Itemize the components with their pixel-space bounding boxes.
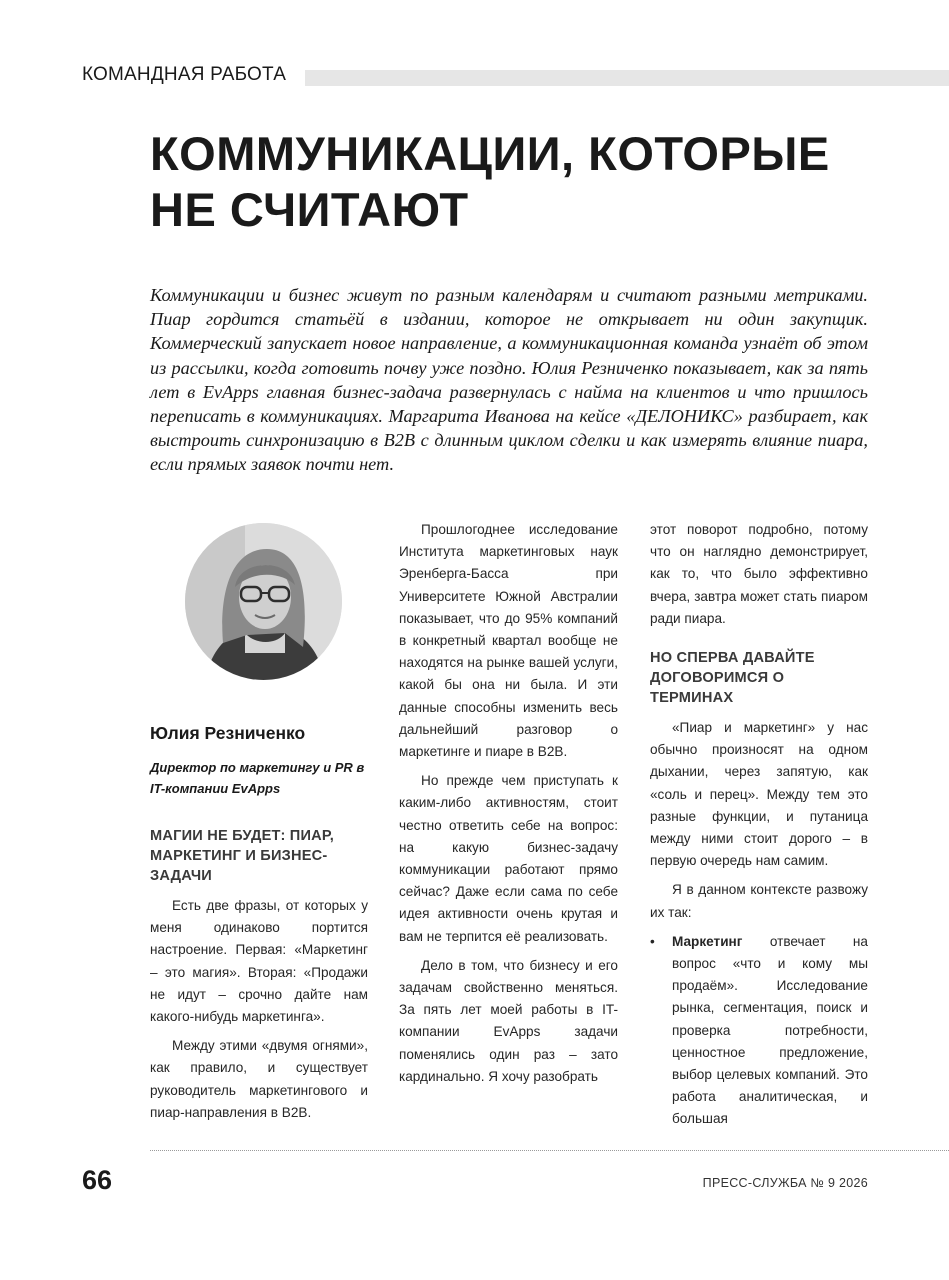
page-number: 66 [82, 1165, 113, 1195]
bullet-icon: • [650, 933, 655, 949]
subheading-terms: НО СПЕРВА ДАВАЙТЕ ДОГОВОРИМСЯ О ТЕРМИНАХ [650, 650, 815, 707]
bullet-term: Маркетинг [672, 933, 743, 949]
paragraph: Я в данном контексте развожу их так: [650, 882, 868, 920]
text-column-2 [399, 519, 618, 1095]
author-role: Директор по маркетингу и PR в IT-компании EvApps [150, 760, 365, 796]
subheading-magic: МАГИИ НЕ БУДЕТ: ПИАР, МАРКЕТИНГ И БИЗНЕС-ЗАДАЧИ [150, 828, 335, 884]
section-header-bar [305, 70, 949, 86]
author-photo [185, 523, 342, 680]
author-portrait-image [185, 523, 342, 680]
text-column-1 [150, 826, 368, 1131]
paragraph: Есть две фразы, от которых у меня одинаково портится настроение. Первая: «Маркетинг – это магия». Вторая: «Продажи не идут – срочно дайте нам какого-нибудь маркетинга». [150, 898, 368, 1025]
article-title [150, 126, 910, 238]
footer-divider [150, 1150, 949, 1151]
paragraph: Прошлогоднее исследование Института маркетинговых наук Эренберга-Басса при Университете Южной Австралии показывает, что до 95% компаний в конкретный квартал вообще не находятся на рынке вашей услуги, какой бы она ни была. И эти данные способны изменить весь дальнейший разговор о маркетинге и пиаре в B2B. [399, 522, 618, 760]
paragraph: «Пиар и маркетинг» у нас обычно произносят на одном дыхании, через запятую, как «соль и перец». Между тем это разные функции, и путаница между ними стоит дорого – в первую очередь нам самим. [650, 720, 868, 869]
paragraph: этот поворот подробно, потому что он наглядно демонстрирует, как то, что было эффективно вчера, завтра может стать пиаром ради пиара. [650, 522, 868, 626]
magazine-issue: ПРЕСС-СЛУЖБА № 9 2026 [702, 1176, 868, 1190]
paragraph: Но прежде чем приступать к каким-либо активностям, стоит честно ответить себе на вопрос: на какую бизнес-задачу коммуникации работают прямо сейчас? Даже если сама по себе идея активности очень крутая и вам не терпится её реализовать. [399, 773, 618, 944]
title-line-1: КОММУНИКАЦИИ, КОТОРЫЕ [150, 127, 830, 180]
text-column-3 [650, 519, 868, 1131]
list-item-marketing [650, 931, 868, 1131]
paragraph: Дело в том, что бизнесу и его задачам свойственно меняться. За пять лет моей работы в IT-компании EvApps задачи поменялись один раз – зато кардинально. Я хочу разобрать [399, 957, 618, 1084]
paragraph: Между этими «двумя огнями», как правило, и существует руководитель маркетингового и пиар-направления в B2B. [150, 1038, 368, 1120]
article-lead: Коммуникации и бизнес живут по разным календарям и считают разными метриками. Пиар гордится статьёй в издании, которое не открывает ни один закупщик. Коммерческий запускает новое направление, а коммуникационная команда узнаёт об этом из рассылки, когда готовить почву уже поздно. Юлия Резниченко показывает, как за пять лет в EvApps главная бизнес-задача развернулась с найма на клиентов и что пришлось переписать в коммуникациях. Маргарита Иванова на кейсе «ДЕЛОНИКС» разбирает, как выстроить синхронизацию в B2B с длинным циклом сделки и как измерять влияние пиара, если прямых заявок почти нет. [150, 285, 868, 475]
bullet-text: отвечает на вопрос «что и кому мы продаём». Исследование рынка, сегментация, поиск и проверка потребности, ценностное предложение, выбор целевых компаний. Это работа аналитическая, и большая [672, 933, 868, 1127]
author-name: Юлия Резниченко [150, 723, 306, 743]
title-line-2: НЕ СЧИТАЮТ [150, 183, 469, 236]
section-label: КОМАНДНАЯ РАБОТА [82, 64, 287, 85]
